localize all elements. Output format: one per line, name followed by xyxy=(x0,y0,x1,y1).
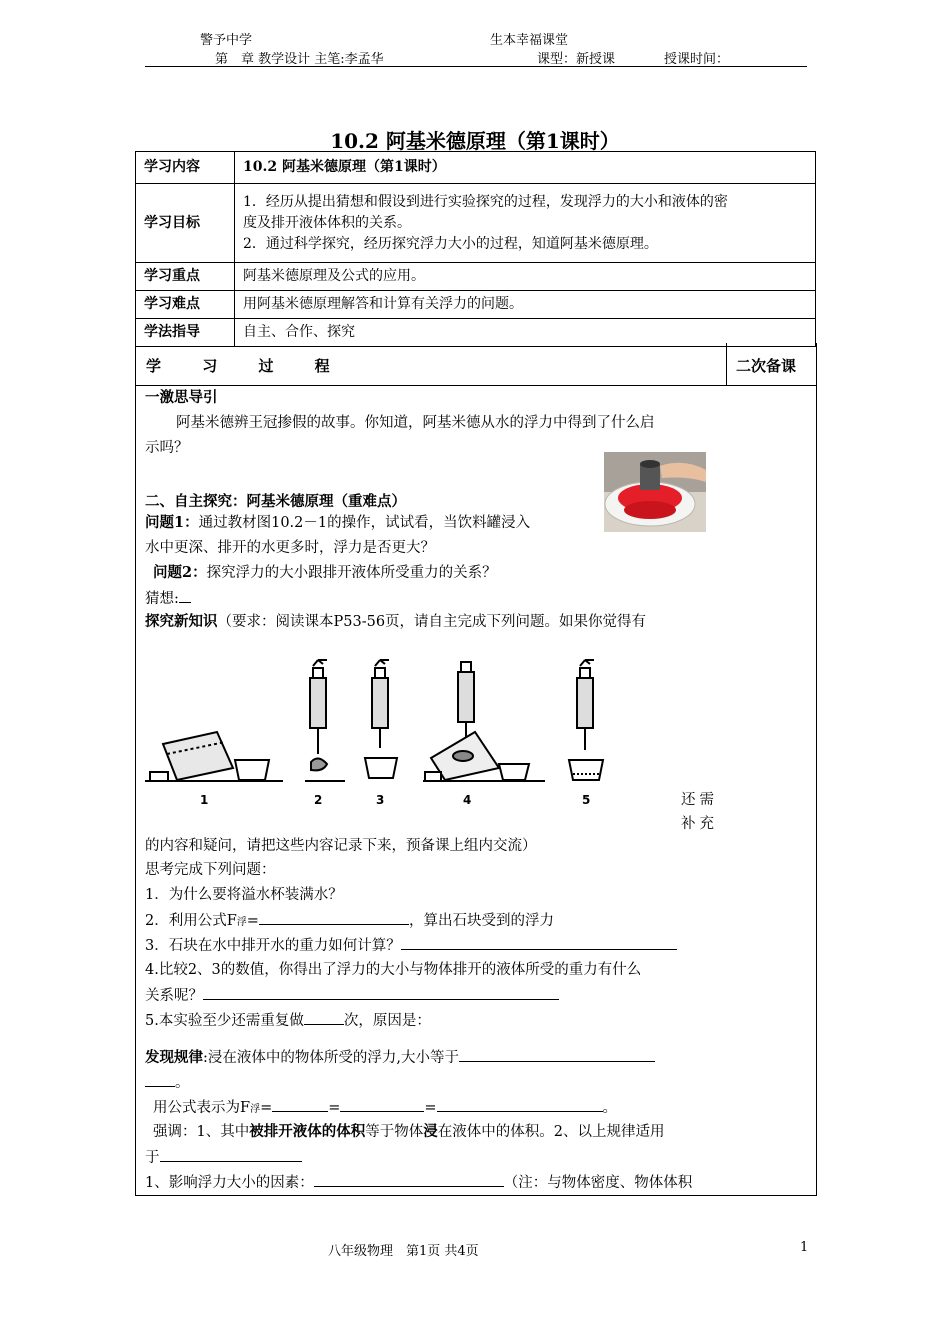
table-row xyxy=(136,184,816,263)
can-in-water-photo xyxy=(604,452,706,532)
q1-label: 问题1： xyxy=(145,514,199,531)
factor-text: （注：与物体密度、物体体积 xyxy=(503,1175,693,1191)
formula-blank[interactable] xyxy=(437,1097,603,1112)
section-intro-title: 一激思导引 xyxy=(145,389,218,406)
stress-bold: 浸 xyxy=(423,1123,438,1140)
item-2-text: 2．利用公式F xyxy=(145,913,237,929)
figure-label: 5 xyxy=(582,793,591,807)
equals-sign: = xyxy=(246,913,259,929)
label-method: 学法指导 xyxy=(136,319,235,347)
rule-line xyxy=(145,1047,655,1068)
lesson-time-label: 授课时间： xyxy=(664,52,730,67)
item-3 xyxy=(145,935,677,956)
lesson-type: 课型：新授课 xyxy=(537,52,616,67)
page-title: 10.2 阿基米德原理（第1课时） xyxy=(330,129,620,153)
stress-text: 强调：1、其中 xyxy=(153,1124,250,1140)
figure-label: 2 xyxy=(314,793,323,807)
column-divider xyxy=(726,343,727,385)
guess-line xyxy=(145,588,191,609)
scope-blank[interactable] xyxy=(160,1147,302,1162)
subscript: 浮 xyxy=(236,917,247,928)
label-key-point: 学习重点 xyxy=(136,263,235,291)
explore-cont: 的内容和疑问，请把这些内容记录下来，预备课上组内交流） xyxy=(145,838,537,854)
stress-line xyxy=(153,1122,664,1142)
factor-blank[interactable] xyxy=(314,1172,504,1187)
question-1-cont: 水中更深、排开的水更多时，浮力是否更大？ xyxy=(145,540,435,556)
explore-label: 探究新知识 xyxy=(145,613,218,630)
second-prep-header: 二次备课 xyxy=(736,357,797,375)
subscript: 浮 xyxy=(250,1104,261,1115)
table-row xyxy=(136,291,816,319)
item-5 xyxy=(145,1010,431,1031)
formula-blank[interactable] xyxy=(340,1097,424,1112)
q1-text: 通过教材图10.2－1的操作，试试看，当饮料罐浸入 xyxy=(198,515,531,531)
rule-line-cont xyxy=(145,1072,190,1093)
guess-label: 猜想: xyxy=(145,591,179,607)
item-2 xyxy=(145,910,554,933)
formula-blank[interactable] xyxy=(259,910,409,925)
header-rule xyxy=(145,66,807,67)
stress-text: 在液体中的体积。2、以上规律适用 xyxy=(437,1124,665,1140)
value-content: 10.2 阿基米德原理（第1课时） xyxy=(235,152,816,184)
goal-line: 度及排开液体体积的关系。 xyxy=(243,214,411,231)
intro-line: 示吗？ xyxy=(145,440,189,456)
question-2 xyxy=(153,563,497,583)
formula-line xyxy=(153,1097,617,1120)
value-goals xyxy=(235,184,816,263)
equals-sign: = xyxy=(328,1100,341,1116)
experiment-figure xyxy=(145,658,615,808)
stress-text: 等于物体 xyxy=(365,1124,424,1140)
item-4-text: 关系呢？ xyxy=(145,988,203,1004)
school-name: 警予中学 xyxy=(200,33,253,48)
process-header: 学 习 过 程 xyxy=(146,357,348,375)
rule-blank[interactable] xyxy=(459,1047,655,1062)
item-5-text: 5.本实验至少还需重复做 xyxy=(145,1013,304,1029)
q2-text: 探究浮力的大小跟排开液体所受重力的关系？ xyxy=(206,565,497,581)
period: 。 xyxy=(602,1100,618,1116)
item-1: 1．为什么要将溢水杯装满水？ xyxy=(145,887,343,903)
item-4: 4.比较2、3的数值，你得出了浮力的大小与物体排开的液体所受的重力有什么 xyxy=(145,962,642,978)
lesson-info-table xyxy=(135,151,816,347)
factor-text: 1、影响浮力大小的因素： xyxy=(145,1175,314,1191)
guess-blank[interactable] xyxy=(179,588,191,603)
answer-blank[interactable] xyxy=(401,935,677,950)
chapter-line: 第 章 教学设计 主笔:李孟华 xyxy=(215,52,384,67)
table-row xyxy=(136,152,816,184)
figure-label: 3 xyxy=(376,793,385,807)
equals-sign: = xyxy=(424,1100,437,1116)
goal-line: 2．通过科学探究，经历探究浮力大小的过程，知道阿基米德原理。 xyxy=(243,235,658,252)
stress-bold: 被排开液体的体积 xyxy=(249,1123,366,1140)
value-difficulty: 用阿基米德原理解答和计算有关浮力的问题。 xyxy=(235,291,816,319)
formula-blank[interactable] xyxy=(272,1097,328,1112)
label-difficulty: 学习难点 xyxy=(136,291,235,319)
motto: 生本幸福课堂 xyxy=(490,33,569,48)
label-content: 学习内容 xyxy=(136,152,235,184)
answer-blank[interactable] xyxy=(203,985,559,1000)
figure-label: 1 xyxy=(200,793,209,807)
think-line: 思考完成下列问题： xyxy=(145,862,276,878)
figure-label: 4 xyxy=(463,793,472,807)
table-row xyxy=(136,263,816,291)
footer-page-info: 八年级物理 第1页 共4页 xyxy=(328,1244,479,1259)
item-5-text: 次，原因是： xyxy=(343,1013,431,1029)
count-blank[interactable] xyxy=(304,1010,344,1025)
rule-label: 发现规律 xyxy=(145,1049,203,1066)
item-2-text: ，算出石块受到的浮力 xyxy=(408,913,554,929)
q2-label: 问题2： xyxy=(153,564,207,581)
question-1 xyxy=(145,513,530,533)
equals-sign: = xyxy=(260,1100,273,1116)
side-text-a: 还需 xyxy=(681,792,718,808)
section-explore-title: 二、自主探究：阿基米德原理（重难点） xyxy=(145,493,406,510)
stress-line-cont xyxy=(145,1147,302,1168)
side-text-b: 补充 xyxy=(681,816,718,832)
value-method: 自主、合作、探究 xyxy=(235,319,816,347)
factor-line xyxy=(145,1172,692,1193)
explore-text: （要求：阅读课本P53-56页，请自主完成下列问题。如果你觉得有 xyxy=(217,614,647,630)
explore-line xyxy=(145,612,646,632)
formula-text: 用公式表示为F xyxy=(153,1100,251,1116)
row-divider xyxy=(136,385,816,386)
label-goals: 学习目标 xyxy=(136,184,235,263)
item-3-text: 3．石块在水中排开水的重力如何计算？ xyxy=(145,938,401,954)
item-4-cont xyxy=(145,985,559,1006)
rule-text: :浸在液体中的物体所受的浮力,大小等于 xyxy=(203,1050,459,1066)
value-key-point: 阿基米德原理及公式的应用。 xyxy=(235,263,816,291)
rule-blank[interactable] xyxy=(145,1072,175,1087)
intro-line: 阿基米德辨王冠掺假的故事。你知道，阿基米德从水的浮力中得到了什么启 xyxy=(176,415,655,431)
period: 。 xyxy=(175,1075,190,1091)
goal-line: 1．经历从提出猜想和假设到进行实验探究的过程，发现浮力的大小和液体的密 xyxy=(243,193,728,210)
stress-text: 于 xyxy=(145,1150,160,1166)
footer-page-number: 1 xyxy=(800,1240,809,1255)
